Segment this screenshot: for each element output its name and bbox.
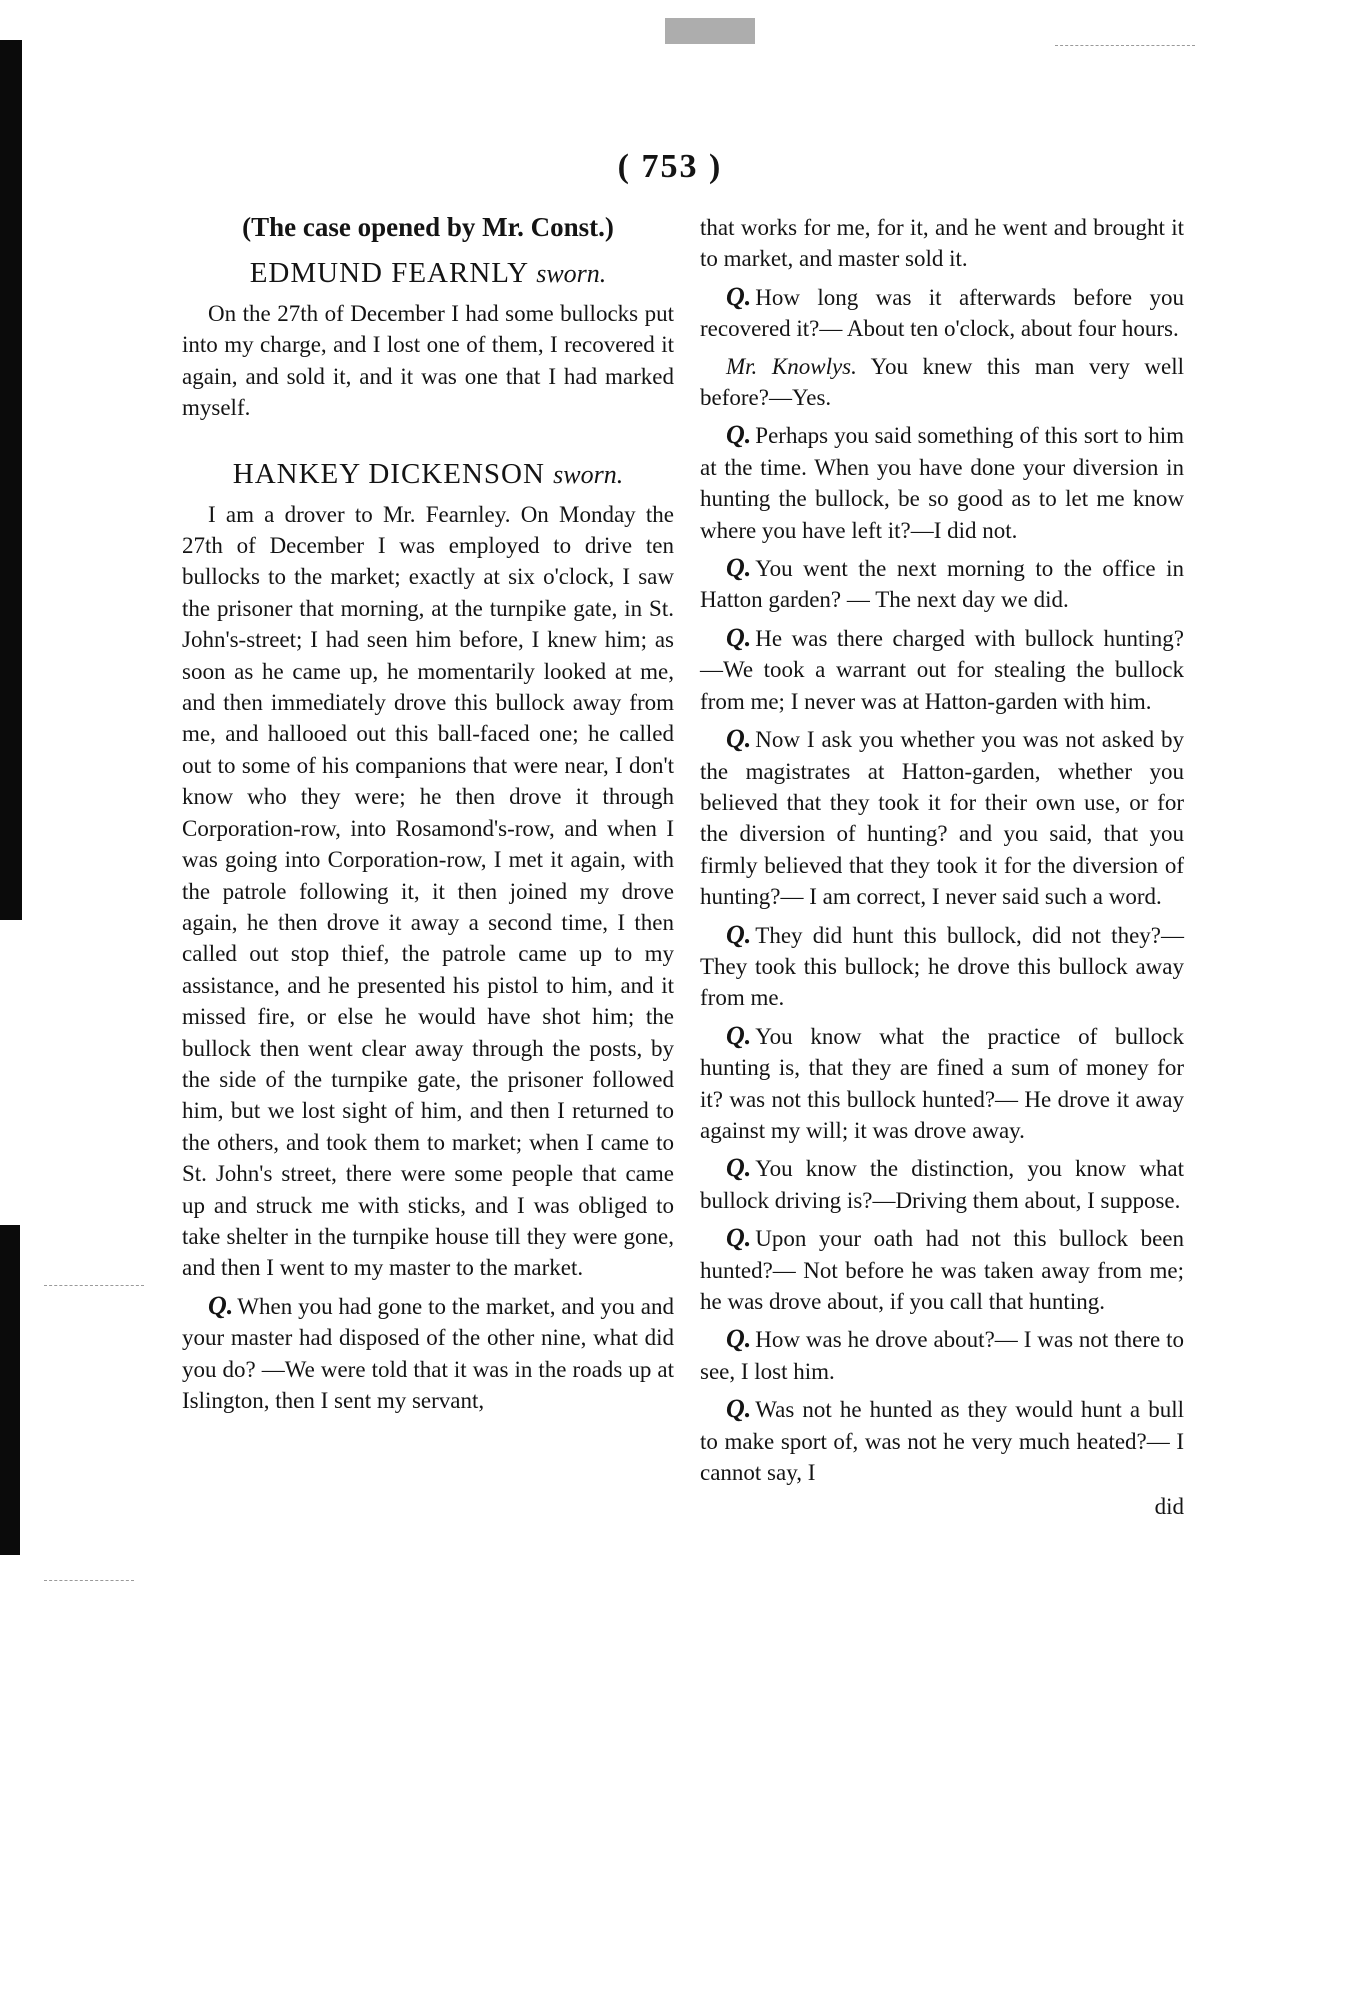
counsel-paragraph <box>700 351 1184 414</box>
question-text: When you had gone to the market, and you and your master had disposed of the other nine, what did you do? —We were told that it was in the roads up at Islington, then I sent my servant, <box>182 1293 674 1413</box>
ink-smudge <box>665 18 755 44</box>
question-text: He was there charged with bullock hunting?—We took a warrant out for stealing the bullock from me; I never was at Hatton-garden with him. <box>700 625 1184 714</box>
question-text: You went the next morning to the office in Hatton garden? — The next day we did. <box>700 556 1184 613</box>
scan-line <box>44 1580 134 1582</box>
witness-name: EDMUND FEARNLY <box>249 257 528 289</box>
question-paragraph <box>700 552 1184 616</box>
sworn-label: sworn. <box>536 259 607 288</box>
question-paragraph <box>700 1393 1184 1488</box>
testimony-paragraph: On the 27th of December I had some bullocks put into my charge, and I lost one of them, I recovered it again, and sold it, and it was one that I had marked myself. <box>182 301 674 421</box>
witness-name: HANKEY DICKENSON <box>232 457 545 490</box>
question-paragraph <box>700 723 1184 912</box>
question-paragraph <box>700 622 1184 717</box>
witness-heading <box>182 257 674 290</box>
question-text: Now I ask you whether you was not asked by the magistrates at Hatton-garden, whether you believed that they took it for their own use, or for the diversion of hunting? and you said, that you firmly believed that they took it for the diversion of hunting?— I am correct, I never said such a word. <box>700 727 1184 910</box>
question-mark: Q. <box>726 724 752 754</box>
question-text: You know what the practice of bullock hunting is, that they are fined a sum of money for it? was not this bullock hunted?— He drove it away against my will; it was drove away. <box>700 1023 1184 1143</box>
left-column <box>182 212 674 1422</box>
question-text: Was not he hunted as they would hunt a bull to make sport of, was not he very much heated?— I cannot say, I <box>700 1397 1184 1486</box>
continuation-paragraph: that works for me, for it, and he went and brought it to market, and master sold it. <box>700 215 1184 272</box>
question-text: Perhaps you said something of this sort to him at the time. When you have done your diversion in hunting the bullock, be so good as to let me know where you have left it?—I did not. <box>700 423 1184 543</box>
left-edge-shadow-lower <box>0 1225 20 1555</box>
question-paragraph <box>700 919 1184 1014</box>
question-text: How long was it afterwards before you recovered it?— About ten o'clock, about four hours. <box>700 284 1184 342</box>
counsel-name: Mr. Knowlys. <box>726 353 857 379</box>
sworn-label: sworn. <box>553 459 624 489</box>
case-note: (The case opened by Mr. Const.) <box>242 212 614 242</box>
question-mark: Q. <box>726 919 752 949</box>
question-mark: Q. <box>726 622 752 652</box>
question-paragraph <box>700 1152 1184 1216</box>
question-paragraph <box>700 281 1184 345</box>
question-text: They did hunt this bullock, did not they?—They took this bullock; he drove this bullock away from me. <box>700 922 1184 1011</box>
testimony-paragraph: I am a drover to Mr. Fearnley. On Monday the 27th of December I was employed to drive ten bullocks to the market; exactly at six o'clock, I saw the prisoner that morning, at the turnpike gate, in St. John's-street; I had seen him before, I knew him; as soon as he came up, he momentarily looked at me, and then immediately drove this bullock away from me, and hallooed out this ball-faced one; he called out to some of his companions that were near, I don't know who they were; he then drove it through Corporation-row, into Rosamond's-row, and when I was going into Corporation-row, I met it again, with the patrole following it, it then joined my drove again, he then drove it away a second time, I then called out stop thief, the patrole came up to my assistance, and he presented his pistol to him, and it missed fire, or else he would have shot him; the bullock then went clear away through the posts, by the side of the turnpike gate, the prisoner followed him, but we lost sight of him, and then I returned to the others, and took them to market; when I came to St. John's street, there were some people that came up and struck me with sticks, and I was obliged to take shelter in the turnpike house till they were gone, and then I went to my master to the market. <box>182 501 674 1281</box>
scan-line <box>1055 45 1195 47</box>
question-paragraph <box>700 419 1184 546</box>
counsel-question: You knew this man very well before?—Yes. <box>700 353 1185 411</box>
question-mark: Q. <box>208 1290 234 1320</box>
question-paragraph <box>700 1020 1184 1147</box>
question-text: Upon your oath had not this bullock been hunted?— Not before he was taken away from me; he was drove about, if you call that hunting. <box>700 1226 1184 1314</box>
question-paragraph <box>700 1222 1184 1317</box>
question-mark: Q. <box>726 1394 752 1424</box>
question-mark: Q. <box>726 1223 752 1253</box>
question-mark: Q. <box>726 281 752 311</box>
question-paragraph <box>700 1323 1184 1387</box>
question-mark: Q. <box>726 1324 752 1354</box>
question-mark: Q. <box>726 1020 752 1050</box>
scan-line <box>44 1285 144 1287</box>
question-text: How was he drove about?— I was not there to see, I lost him. <box>700 1327 1184 1384</box>
question-mark: Q. <box>726 1153 752 1183</box>
witness-heading <box>182 458 674 491</box>
question-mark: Q. <box>726 553 752 583</box>
question-text: You know the distinction, you know what bullock driving is?—Driving them about, I suppose. <box>700 1156 1184 1213</box>
catchword: did <box>1154 1494 1184 1520</box>
left-edge-shadow <box>0 40 22 920</box>
question-mark: Q. <box>726 420 752 450</box>
right-column <box>700 212 1184 1520</box>
page-number: ( 753 ) <box>617 148 723 185</box>
question-paragraph <box>182 1290 674 1417</box>
